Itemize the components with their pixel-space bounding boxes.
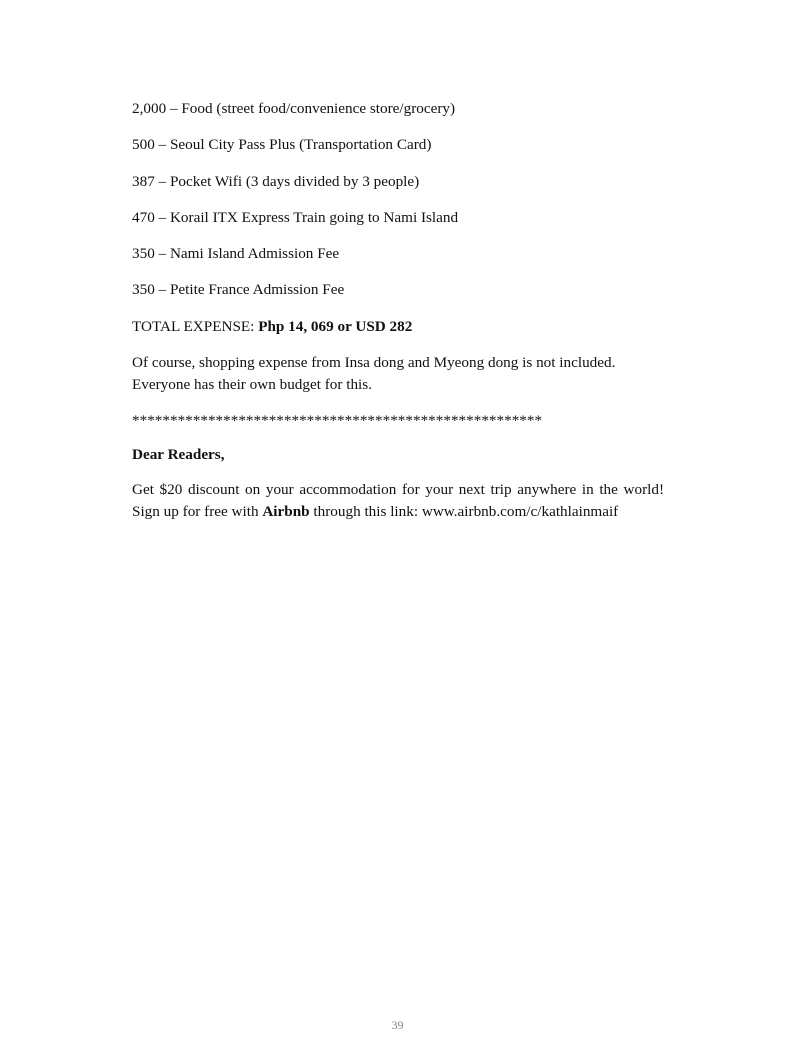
asterisk-separator: ****************************************************** bbox=[132, 411, 543, 429]
expense-dash: – bbox=[154, 136, 170, 154]
expense-amount: 387 bbox=[132, 172, 155, 190]
greeting: Dear Readers, bbox=[132, 446, 225, 464]
promo-paragraph bbox=[132, 479, 664, 524]
page-content bbox=[132, 98, 664, 524]
expense-description: Nami Island Admission Fee bbox=[169, 245, 340, 263]
page-number: 39 bbox=[391, 1018, 404, 1032]
total-label: TOTAL EXPENSE: bbox=[132, 317, 259, 335]
expense-amount: 500 bbox=[132, 136, 155, 154]
expense-dash: – bbox=[154, 172, 170, 190]
expense-dash: – bbox=[154, 281, 170, 299]
expense-item-pocket-wifi bbox=[132, 171, 664, 194]
expense-amount: 2,000 bbox=[132, 100, 167, 117]
expense-description: Pocket Wifi (3 days divided by 3 people) bbox=[169, 172, 420, 190]
expense-list bbox=[132, 98, 664, 302]
expense-item-petite-france bbox=[132, 279, 664, 302]
promo-text-before: Get $20 discount on your accommodation for your next trip anywhere in the world! Sign up for free with bbox=[132, 480, 664, 521]
expense-description: Korail ITX Express Train going to Nami Island bbox=[169, 208, 459, 226]
expense-item-nami-island bbox=[132, 243, 664, 266]
expense-dash: – bbox=[154, 208, 170, 226]
expense-amount: 350 bbox=[132, 245, 155, 263]
expense-amount: 470 bbox=[132, 208, 155, 226]
expense-dash: – bbox=[166, 100, 182, 117]
expense-description: Food (street food/convenience store/grocery) bbox=[181, 100, 456, 117]
promo-text-after: through this link: www.airbnb.com/c/kathlainmaif bbox=[309, 503, 619, 521]
expense-item-food bbox=[132, 98, 664, 121]
expense-description: Seoul City Pass Plus (Transportation Card) bbox=[169, 136, 432, 154]
expense-item-city-pass bbox=[132, 134, 664, 157]
total-expense bbox=[132, 316, 664, 339]
expense-description: Petite France Admission Fee bbox=[169, 281, 345, 299]
expense-item-train bbox=[132, 207, 664, 230]
shopping-note: Of course, shopping expense from Insa dong and Myeong dong is not included. Everyone has their own budget for this. bbox=[132, 354, 616, 394]
expense-dash: – bbox=[154, 245, 170, 263]
expense-amount: 350 bbox=[132, 281, 155, 299]
total-value: Php 14, 069 or USD 282 bbox=[258, 317, 413, 335]
promo-brand: Airbnb bbox=[262, 503, 310, 521]
